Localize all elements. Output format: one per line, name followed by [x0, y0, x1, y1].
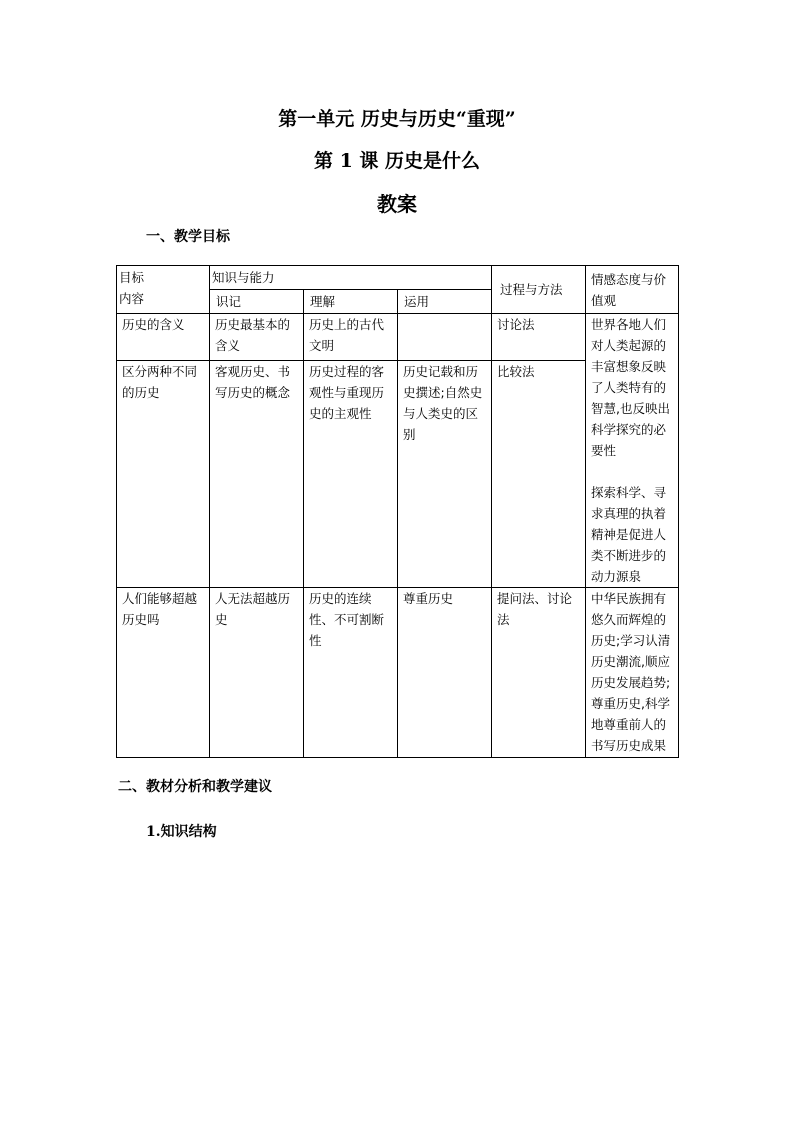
row-understand: 历史上的古代文明	[304, 314, 398, 361]
row-process: 比较法	[492, 361, 586, 588]
row-recall: 客观历史、书写历史的概念	[210, 361, 304, 588]
table-row	[117, 588, 679, 758]
row-apply	[398, 314, 492, 361]
header-corner-bottom: 内容	[119, 291, 145, 306]
header-knowledge: 知识与能力	[210, 266, 492, 290]
row-content: 历史的含义	[117, 314, 210, 361]
plan-title: 教案	[377, 192, 417, 216]
lesson-title: 第 1 课 历史是什么	[313, 150, 481, 172]
row-understand: 历史过程的客观性与重现历史的主观性	[304, 361, 398, 588]
section-goals-heading: 一、教学目标	[146, 229, 230, 245]
row-process: 提问法、讨论法	[492, 588, 586, 758]
header-apply: 运用	[398, 290, 492, 314]
row-content: 人们能够超越历史吗	[117, 588, 210, 758]
section-analysis-heading: 二、教材分析和教学建议	[118, 779, 272, 795]
teaching-goals-table	[116, 265, 679, 758]
row-understand: 历史的连续性、不可割断性	[304, 588, 398, 758]
emotion-text-b: 探索科学、寻求真理的执着精神是促进人类不断进步的动力源泉	[591, 485, 667, 584]
header-recall: 识记	[210, 290, 304, 314]
table-row	[117, 314, 679, 361]
row-emotion-ab	[586, 314, 679, 588]
header-corner	[117, 266, 210, 314]
row-recall: 人无法超越历史	[210, 588, 304, 758]
row-emotion-c: 中华民族拥有悠久而辉煌的历史;学习认清历史潮流,顺应历史发展趋势;尊重历史,科学地尊重前人的书写历史成果	[586, 588, 679, 758]
row-apply: 历史记载和历史撰述;自然史与人类史的区别	[398, 361, 492, 588]
header-process: 过程与方法	[492, 266, 586, 314]
row-process: 讨论法	[492, 314, 586, 361]
row-apply: 尊重历史	[398, 588, 492, 758]
unit-title: 第一单元 历史与历史“重现”	[278, 108, 516, 130]
emotion-text-a: 世界各地人们对人类起源的丰富想象反映了人类特有的智慧,也反映出科学探究的必要性	[591, 317, 670, 458]
row-recall: 历史最基本的含义	[210, 314, 304, 361]
header-corner-top: 目标	[119, 270, 145, 285]
header-understand: 理解	[304, 290, 398, 314]
row-content: 区分两种不同的历史	[117, 361, 210, 588]
emotion-spacer	[591, 461, 673, 482]
header-emotion: 情感态度与价值观	[586, 266, 679, 314]
section-structure-heading: 1.知识结构	[146, 824, 217, 840]
